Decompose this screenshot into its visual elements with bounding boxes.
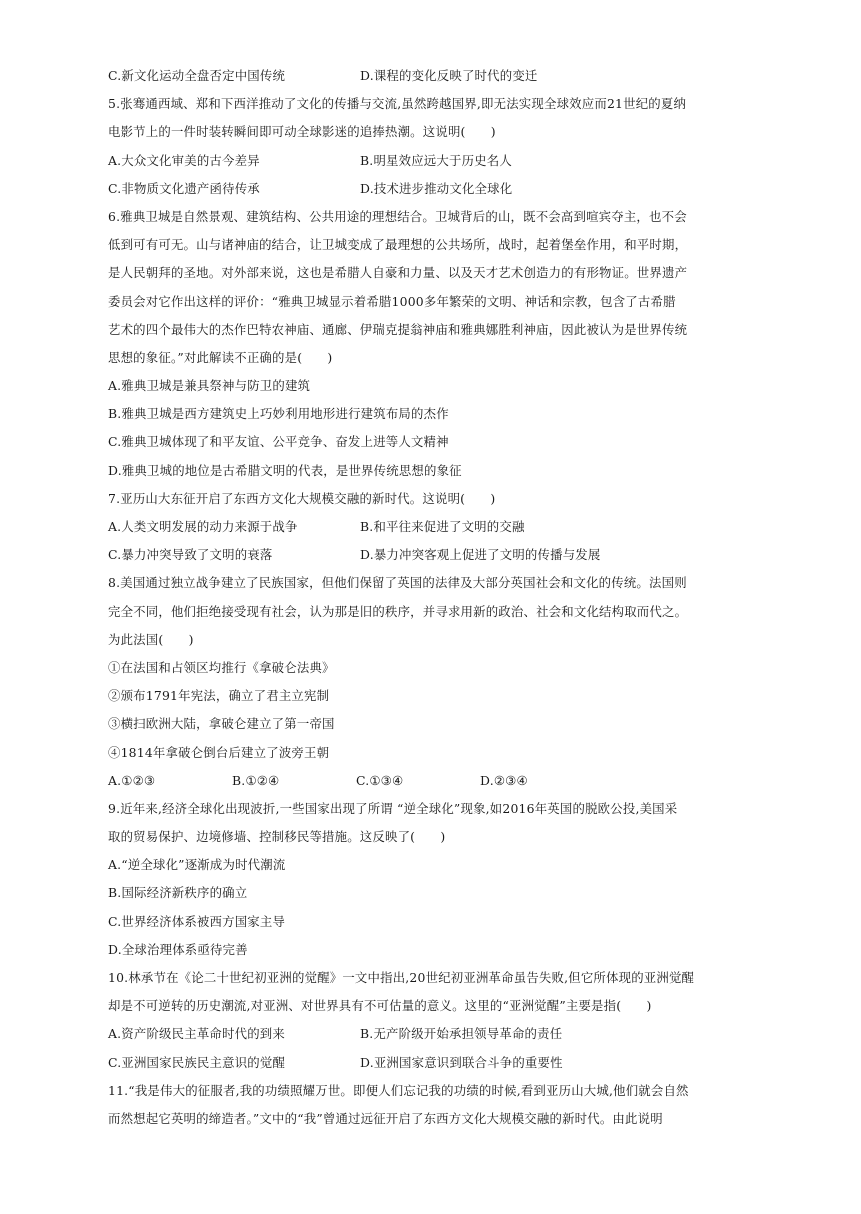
q6-option-c: C.雅典卫城体现了和平友谊、公平竞争、奋发上进等人文精神 <box>108 434 449 450</box>
q11-stem-line-1: 11.“我是伟大的征服者,我的功绩照耀万世。即便人们忘记我的功绩的时候,看到亚历山大城,他们就会自然 <box>108 1082 689 1098</box>
q9-option-d: D.全球治理体系亟待完善 <box>108 941 248 957</box>
q7-options-row-2 <box>108 541 698 569</box>
q7-stem-line-1: 7.亚历山大东征开启了东西方文化大规模交融的新时代。这说明( ) <box>108 490 496 506</box>
q9-stem-line-1: 9.近年来,经济全球化出现波折,一些国家出现了所谓 “逆全球化”现象,如2016年英国的脱欧公投,美国采 <box>108 800 678 816</box>
q8-option-b: B.①②④ <box>232 772 280 788</box>
q6-option-b: B.雅典卫城是西方建筑史上巧妙利用地形进行建筑布局的杰作 <box>108 406 449 422</box>
q10-option-c: C.亚洲国家民族民主意识的觉醒 <box>108 1054 286 1070</box>
q5-stem-line-2: 电影节上的一件时装转瞬间即可动全球影迷的追捧热潮。这说明( ) <box>108 124 496 140</box>
q10-option-a: A.资产阶级民主革命时代的到来 <box>108 1026 285 1042</box>
q11-stem-line-2: 而然想起它英明的缔造者。”文中的“我”曾通过远征开启了东西方文化大规模交融的新时代。由此说明 <box>108 1110 663 1126</box>
q8-item-2: ②颁布1791年宪法，确立了君主立宪制 <box>108 688 330 704</box>
q9-stem-line-2: 取的贸易保护、边境修墙、控制移民等措施。这反映了( ) <box>108 829 446 845</box>
q6-option-a: A.雅典卫城是兼具祭神与防卫的建筑 <box>108 378 311 394</box>
q8-options-row <box>108 767 698 795</box>
q9-option-a: A.“逆全球化”逐渐成为时代潮流 <box>108 857 286 873</box>
exam-page <box>108 62 698 1133</box>
q5-option-c: C.非物质文化遗产函待传承 <box>108 180 260 196</box>
q6-stem-line-5: 艺术的四个最伟大的杰作巴特农神庙、通廊、伊瑞克提翁神庙和雅典娜胜利神庙，因此被认为是世界传统 <box>108 321 688 337</box>
q7-option-c: C.暴力冲突导致了文明的衰落 <box>108 547 273 563</box>
q7-option-b: B.和平往来促进了文明的交融 <box>360 519 525 534</box>
q10-option-b: B.无产阶级开始承担领导革命的责任 <box>360 1026 563 1042</box>
q5-option-d: D.技术进步推动文化全球化 <box>360 180 513 196</box>
q10-stem-line-2: 却是不可逆转的历史潮流,对亚洲、对世界具有不可估量的意义。这里的“亚洲觉醒”主要是指( ) <box>108 998 652 1014</box>
q8-stem-line-1: 8.美国通过独立战争建立了民族国家，但他们保留了英国的法律及大部分英国社会和文化的传统。法国则 <box>108 575 687 591</box>
q6-option-d: D.雅典卫城的地位是古希腊文明的代表，是世界传统思想的象征 <box>108 462 462 478</box>
q4-option-c: C.新文化运动全盘否定中国传统 <box>108 68 286 83</box>
q10-options-row-1 <box>108 1020 698 1048</box>
q4-option-d: D.课程的变化反映了时代的变迁 <box>360 68 538 83</box>
q9-option-c: C.世界经济体系被西方国家主导 <box>108 913 286 929</box>
q6-stem-line-4: 委员会对它作出这样的评价：“雅典卫城显示着希腊1000多年繁荣的文明、神话和宗教，包含了古希腊 <box>108 293 676 309</box>
q5-option-b: B.明星效应远大于历史名人 <box>360 152 512 168</box>
q5-options-row-2 <box>108 175 698 203</box>
q8-option-c: C.①③④ <box>356 772 404 788</box>
q4-options-row-2 <box>108 62 698 90</box>
q5-options-row-1 <box>108 147 698 175</box>
q5-stem-line-1: 5.张骞通西域、郑和下西洋推动了文化的传播与交流,虽然跨越国界,即无法实现全球效应而21世纪的夏纳 <box>108 96 687 112</box>
q6-stem-line-3: 是人民朝拜的圣地。对外部来说，这也是希腊人自豪和力量、以及天才艺术创造力的有形物证。世界遗产 <box>108 265 688 281</box>
q6-stem-line-2: 低到可有可无。山与诸神庙的结合，让卫城变成了最理想的公共场所，战时，起着堡垒作用，和平时期， <box>108 237 688 253</box>
q6-stem-line-6: 思想的象征。”对此解读不正确的是( ) <box>108 349 333 365</box>
q10-stem-line-1: 10.林承节在《论二十世纪初亚洲的觉醒》一文中指出,20世纪初亚洲革命虽告失败,但它所体现的亚洲觉醒 <box>108 970 695 985</box>
q8-stem-line-3: 为此法国( ) <box>108 631 194 647</box>
q8-item-3: ③横扫欧洲大陆，拿破仑建立了第一帝国 <box>108 716 335 732</box>
q8-item-1: ①在法国和占领区均推行《拿破仑法典》 <box>108 659 335 675</box>
q8-stem-line-2: 完全不同，他们拒绝接受现有社会，认为那是旧的秩序，并寻求用新的政治、社会和文化结构取而代之。 <box>108 603 688 619</box>
q8-item-4: ④1814年拿破仑倒台后建立了波旁王朝 <box>108 744 330 760</box>
q10-options-row-2 <box>108 1049 698 1077</box>
q9-option-b: B.国际经济新秩序的确立 <box>108 885 248 901</box>
q7-option-a: A.人类文明发展的动力来源于战争 <box>108 519 298 534</box>
q6-stem-line-1: 6.雅典卫城是自然景观、建筑结构、公共用途的理想结合。卫城背后的山，既不会高到喧宾夺主，也不会 <box>108 208 687 224</box>
q8-option-d: D.②③④ <box>480 772 528 788</box>
q7-option-d: D.暴力冲突客观上促进了文明的传播与发展 <box>360 547 601 563</box>
q7-options-row-1 <box>108 513 698 541</box>
q10-option-d: D.亚洲国家意识到联合斗争的重要性 <box>360 1054 563 1070</box>
q5-option-a: A.大众文化审美的古今差异 <box>108 152 260 168</box>
q8-option-a: A.①②③ <box>108 772 156 788</box>
